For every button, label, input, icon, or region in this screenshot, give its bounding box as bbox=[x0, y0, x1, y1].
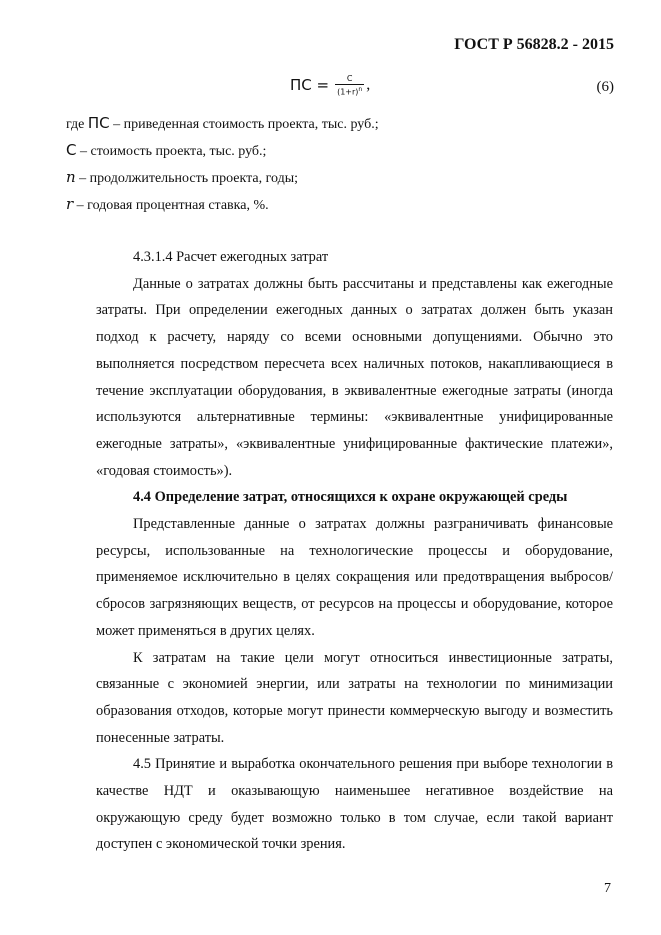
definition-line bbox=[66, 194, 269, 216]
definition-line bbox=[66, 113, 379, 135]
definition-text: – приведенная стоимость проекта, тыс. руб.; bbox=[109, 117, 379, 132]
definition-line bbox=[66, 167, 298, 189]
standard-header: ГОСТ Р 56828.2 - 2015 bbox=[454, 36, 614, 53]
denominator-base: (1+r) bbox=[337, 87, 359, 97]
definition-symbol: ПС bbox=[87, 114, 110, 132]
paragraph: Данные о затратах должны быть рассчитаны и представлены как ежегодные затраты. При определении ежегодных данных о затратах должен быть указан подход к расчету, наряду со всеми основными допущениями. Обычно это выполняется посредством пересчета всех наличных потоков, накапливающиеся в течение эксплуатации оборудования, в эквивалентные ежегодные затраты (иногда используются альтернативные термины: «эквивалентные унифицированные ежегодные затраты», «эквивалентные унифицированные фактические платежи», «годовая стоимость»). bbox=[96, 275, 613, 479]
body-text bbox=[96, 244, 613, 858]
definition-line bbox=[66, 140, 266, 162]
definition-prefix: где bbox=[66, 117, 88, 132]
paragraph: 4.5 Принятие и выработка окончательного решения при выборе технологии в качестве НДТ и оказывающую наименьшее негативное воздействие на окружающую среду будет возможно только в том случае, если такой вариант доступен с экономической точки зрения. bbox=[96, 756, 613, 853]
paragraph: Представленные данные о затратах должны разграничивать финансовые ресурсы, использованные на технологические процессы и оборудование, применяемое исключительно в целях сокращения или предотвращения выбросов/сбросов загрязняющих веществ, от ресурсов на процессы и оборудование, которое может применяться в других целях. bbox=[96, 516, 613, 639]
formula-numerator: С bbox=[346, 74, 353, 83]
equation-number: (6) bbox=[596, 79, 614, 95]
definition-text: – продолжительность проекта, годы; bbox=[75, 171, 299, 186]
definition-symbol: r bbox=[66, 195, 74, 213]
definition-text: – годовая процентная ставка, %. bbox=[73, 198, 269, 213]
paragraph: К затратам на такие цели могут относиться инвестиционные затраты, связанные с экономией энергии, или затраты на технологии по минимизации образования отходов, которые могут принести коммерческую выгоду и возместить понесенные затраты. bbox=[96, 649, 613, 746]
formula-fraction bbox=[335, 74, 364, 97]
page-number: 7 bbox=[604, 881, 611, 896]
definition-text: – стоимость проекта, тыс. руб.; bbox=[76, 144, 267, 159]
formula-lhs: ПС = bbox=[290, 76, 330, 95]
formula-denominator bbox=[335, 86, 364, 97]
formula bbox=[290, 74, 370, 97]
denominator-exponent: n bbox=[358, 86, 363, 93]
definition-symbol: n bbox=[66, 168, 76, 186]
formula-comma: , bbox=[366, 76, 371, 94]
section-heading: 4.3.1.4 Расчет ежегодных затрат bbox=[133, 249, 329, 265]
definition-symbol: С bbox=[66, 141, 77, 159]
section-heading: 4.4 Определение затрат, относящихся к охране окружающей среды bbox=[133, 489, 568, 506]
fraction-bar bbox=[335, 84, 364, 85]
